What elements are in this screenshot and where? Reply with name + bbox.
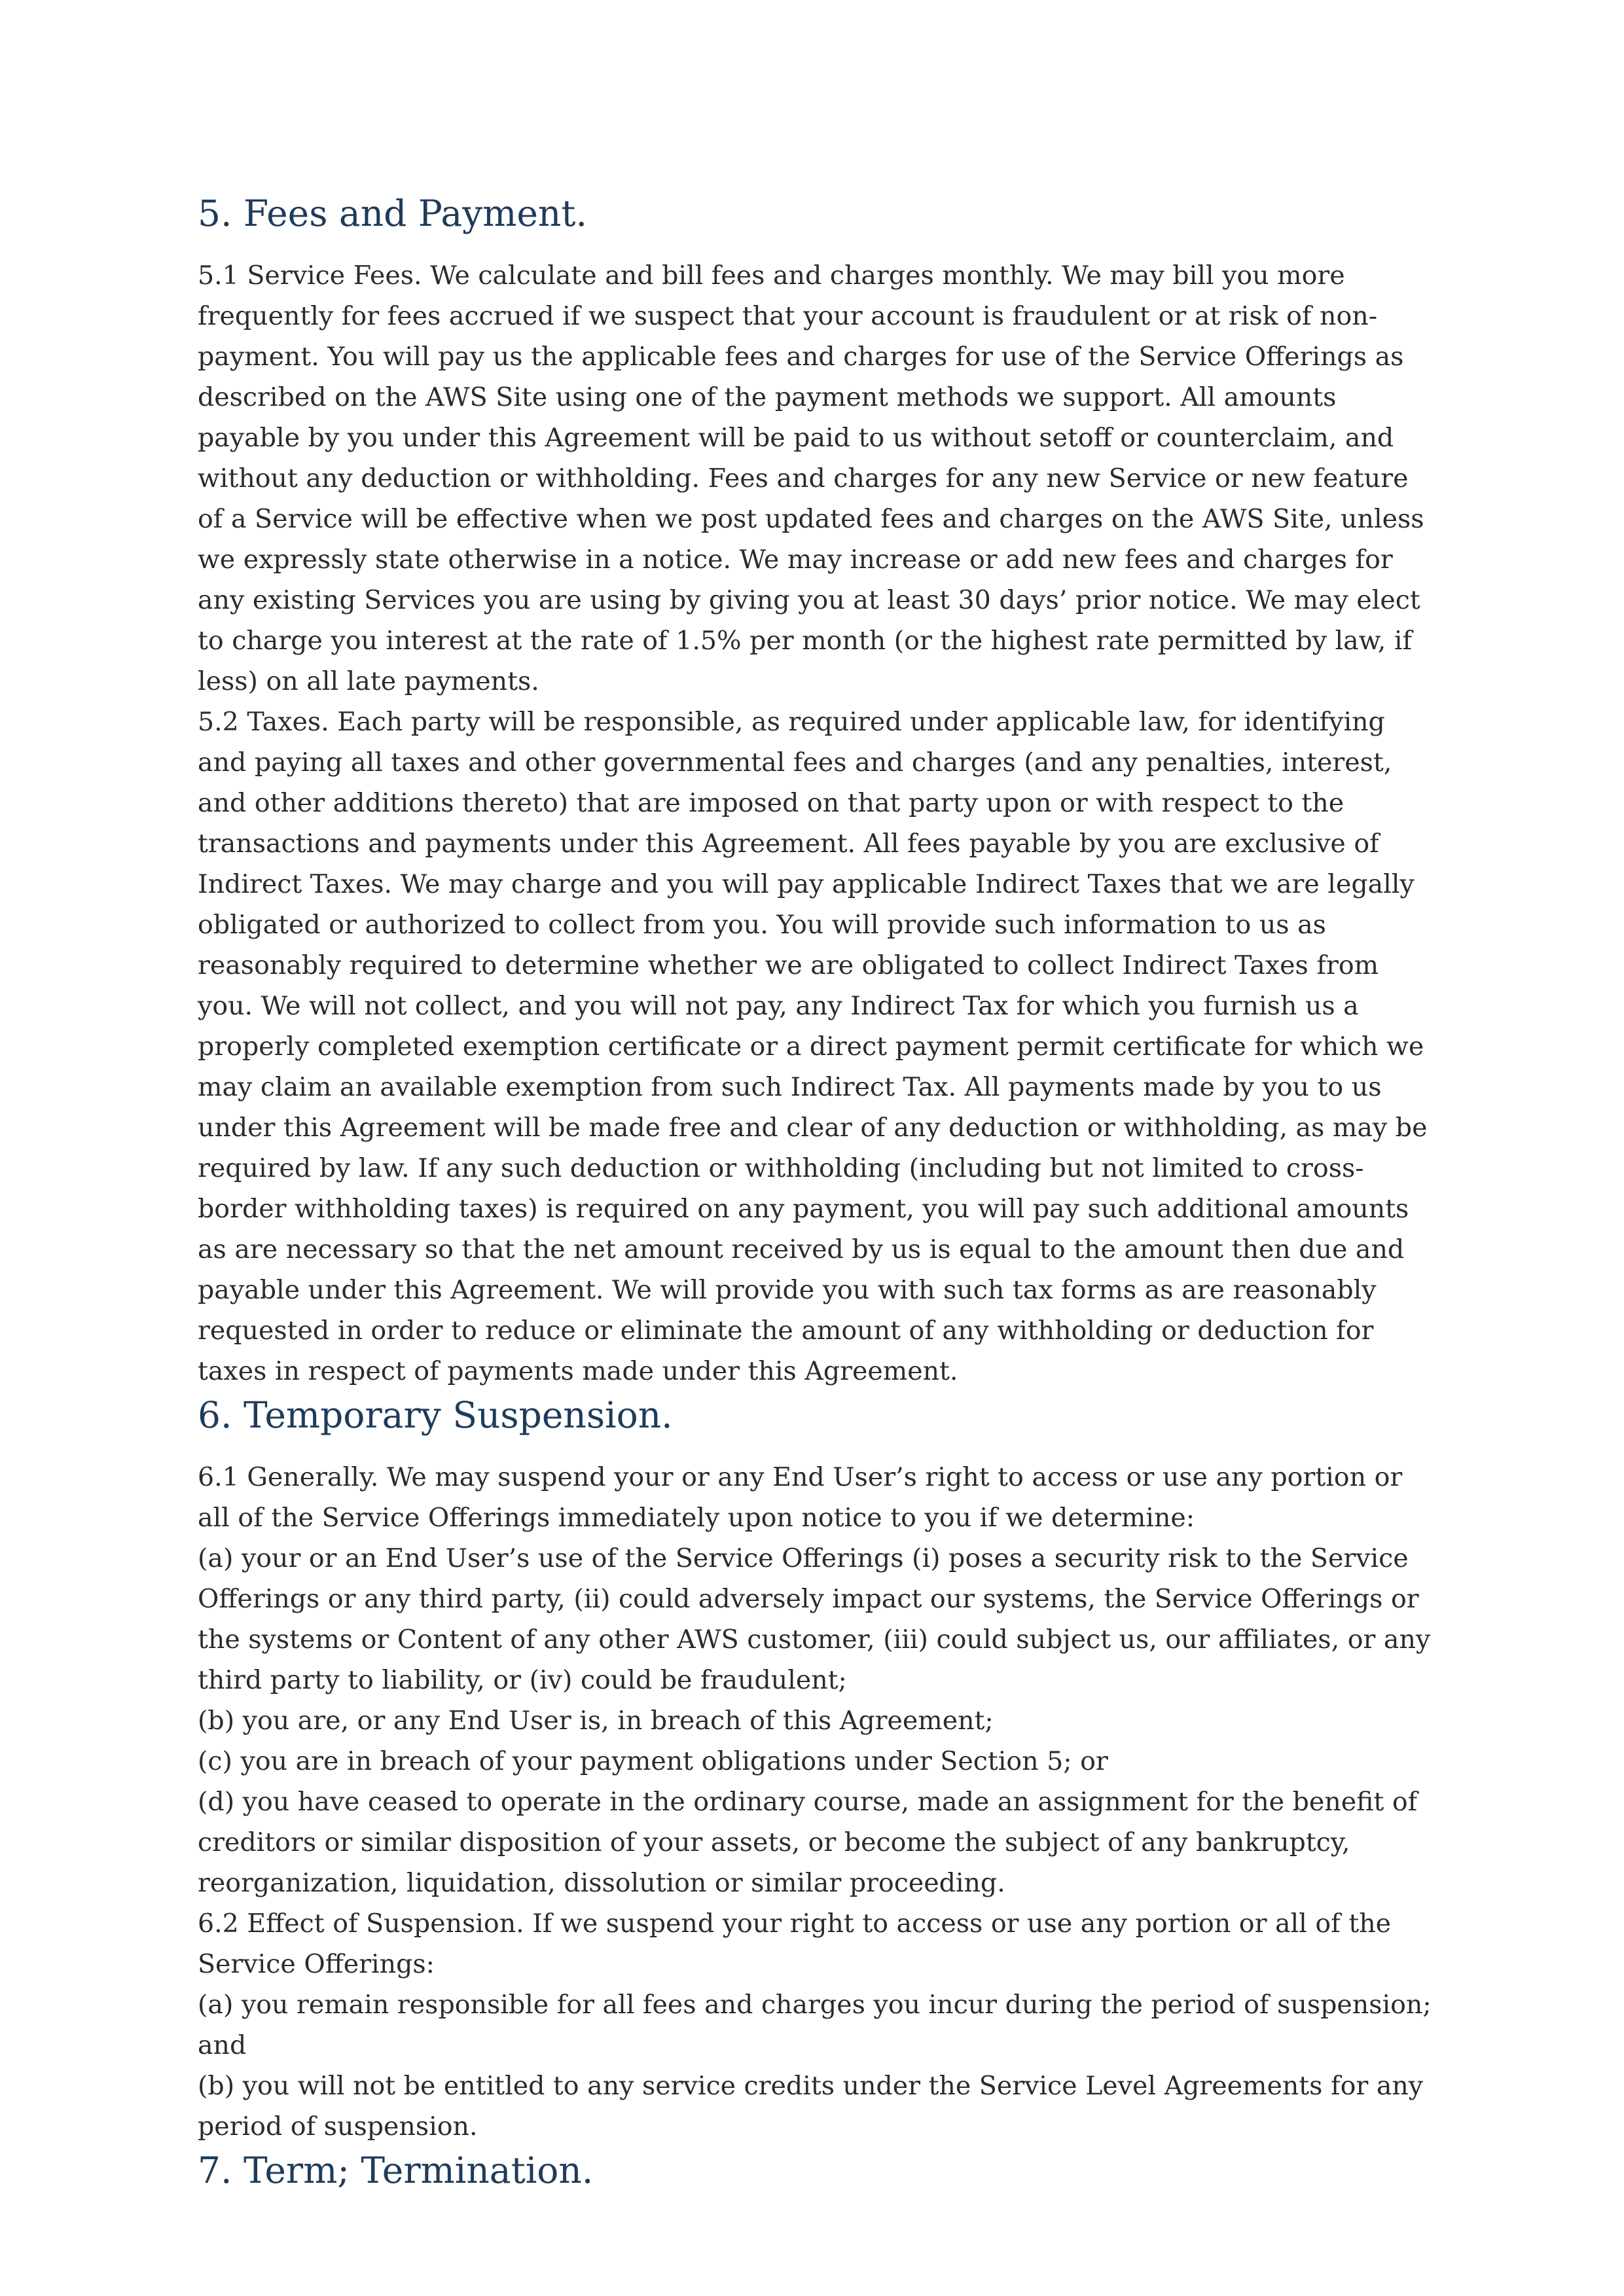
section-heading-fees-and-payment: 5. Fees and Payment. (198, 192, 587, 234)
clause-5-1-service-fees: 5.1 Service Fees. We calculate and bill fees and charges monthly. We may bill you more frequently for fees accrued if we suspect that your account is fraudulent or at risk of non-payment. You will pay us the applicable fees and charges for use of the Service Offerings as described on the AWS Site using one of the payment methods we support. All amounts payable by you under this Agreement will be paid to us without setoff or counterclaim, and without any deduction or withholding. Fees and charges for any new Service or new feature of a Service will be effective when we post updated fees and charges on the AWS Site, unless we expressly state otherwise in a notice. We may increase or add new fees and charges for any existing Services you are using by giving you at least 30 days’ prior notice. We may elect to charge you interest at the rate of 1.5% per month (or the highest rate permitted by law, if less) on all late payments. (198, 260, 1424, 696)
clause-6-1-a: (a) your or an End User’s use of the Service Offerings (i) poses a security risk to the Service Offerings or any third party, (ii) could adversely impact our systems, the Service Offerings or the systems or Content of any other AWS customer, (iii) could subject us, our affiliates, or any third party to liability, or (iv) could be fraudulent; (198, 1543, 1431, 1695)
clause-6-2-a: (a) you remain responsible for all fees and charges you incur during the period of suspension; and (198, 1990, 1432, 2060)
clause-6-1-generally: 6.1 Generally. We may suspend your or any End User’s right to access or use any portion or all of the Service Offerings immediately upon notice to you if we determine: (198, 1462, 1403, 1533)
section-heading-term-termination: 7. Term; Termination. (198, 2149, 594, 2191)
clause-6-1-b: (b) you are, or any End User is, in breach of this Agreement; (198, 1706, 994, 1736)
clause-6-1-c: (c) you are in breach of your payment obligations under Section 5; or (198, 1746, 1108, 1776)
clause-6-1-d: (d) you have ceased to operate in the ordinary course, made an assignment for the benefit of creditors or similar disposition of your assets, or become the subject of any bankruptcy, reorganization, liquidation, dissolution or similar proceeding. (198, 1787, 1418, 1898)
clause-6-2-b: (b) you will not be entitled to any service credits under the Service Level Agreements for any period of suspension. (198, 2071, 1424, 2142)
clause-5-2-taxes: 5.2 Taxes. Each party will be responsible, as required under applicable law, for identifying and paying all taxes and other governmental fees and charges (and any penalties, interest, and other additions thereto) that are imposed on that party upon or with respect to the transactions and payments under this Agreement. All fees payable by you are exclusive of Indirect Taxes. We may charge and you will pay applicable Indirect Taxes that we are legally obligated or authorized to collect from you. You will provide such information to us as reasonably required to determine whether we are obligated to collect Indirect Taxes from you. We will not collect, and you will not pay, any Indirect Tax for which you furnish us a properly completed exemption certificate or a direct payment permit certificate for which we may claim an available exemption from such Indirect Tax. All payments made by you to us under this Agreement will be made free and clear of any deduction or withholding, as may be required by law. If any such deduction or withholding (including but not limited to cross-border withholding taxes) is required on any payment, you will pay such additional amounts as are necessary so that the net amount received by us is equal to the amount then due and payable under this Agreement. We will provide you with such tax forms as are reasonably requested in order to reduce or eliminate the amount of any withholding or deduction for taxes in respect of payments made under this Agreement. (198, 707, 1428, 1386)
clause-6-2-effect-of-suspension: 6.2 Effect of Suspension. If we suspend your right to access or use any portion or all of the Service Offerings: (198, 1909, 1392, 1979)
document-page (198, 190, 1441, 2194)
section-heading-temporary-suspension: 6. Temporary Suspension. (198, 1394, 673, 1436)
